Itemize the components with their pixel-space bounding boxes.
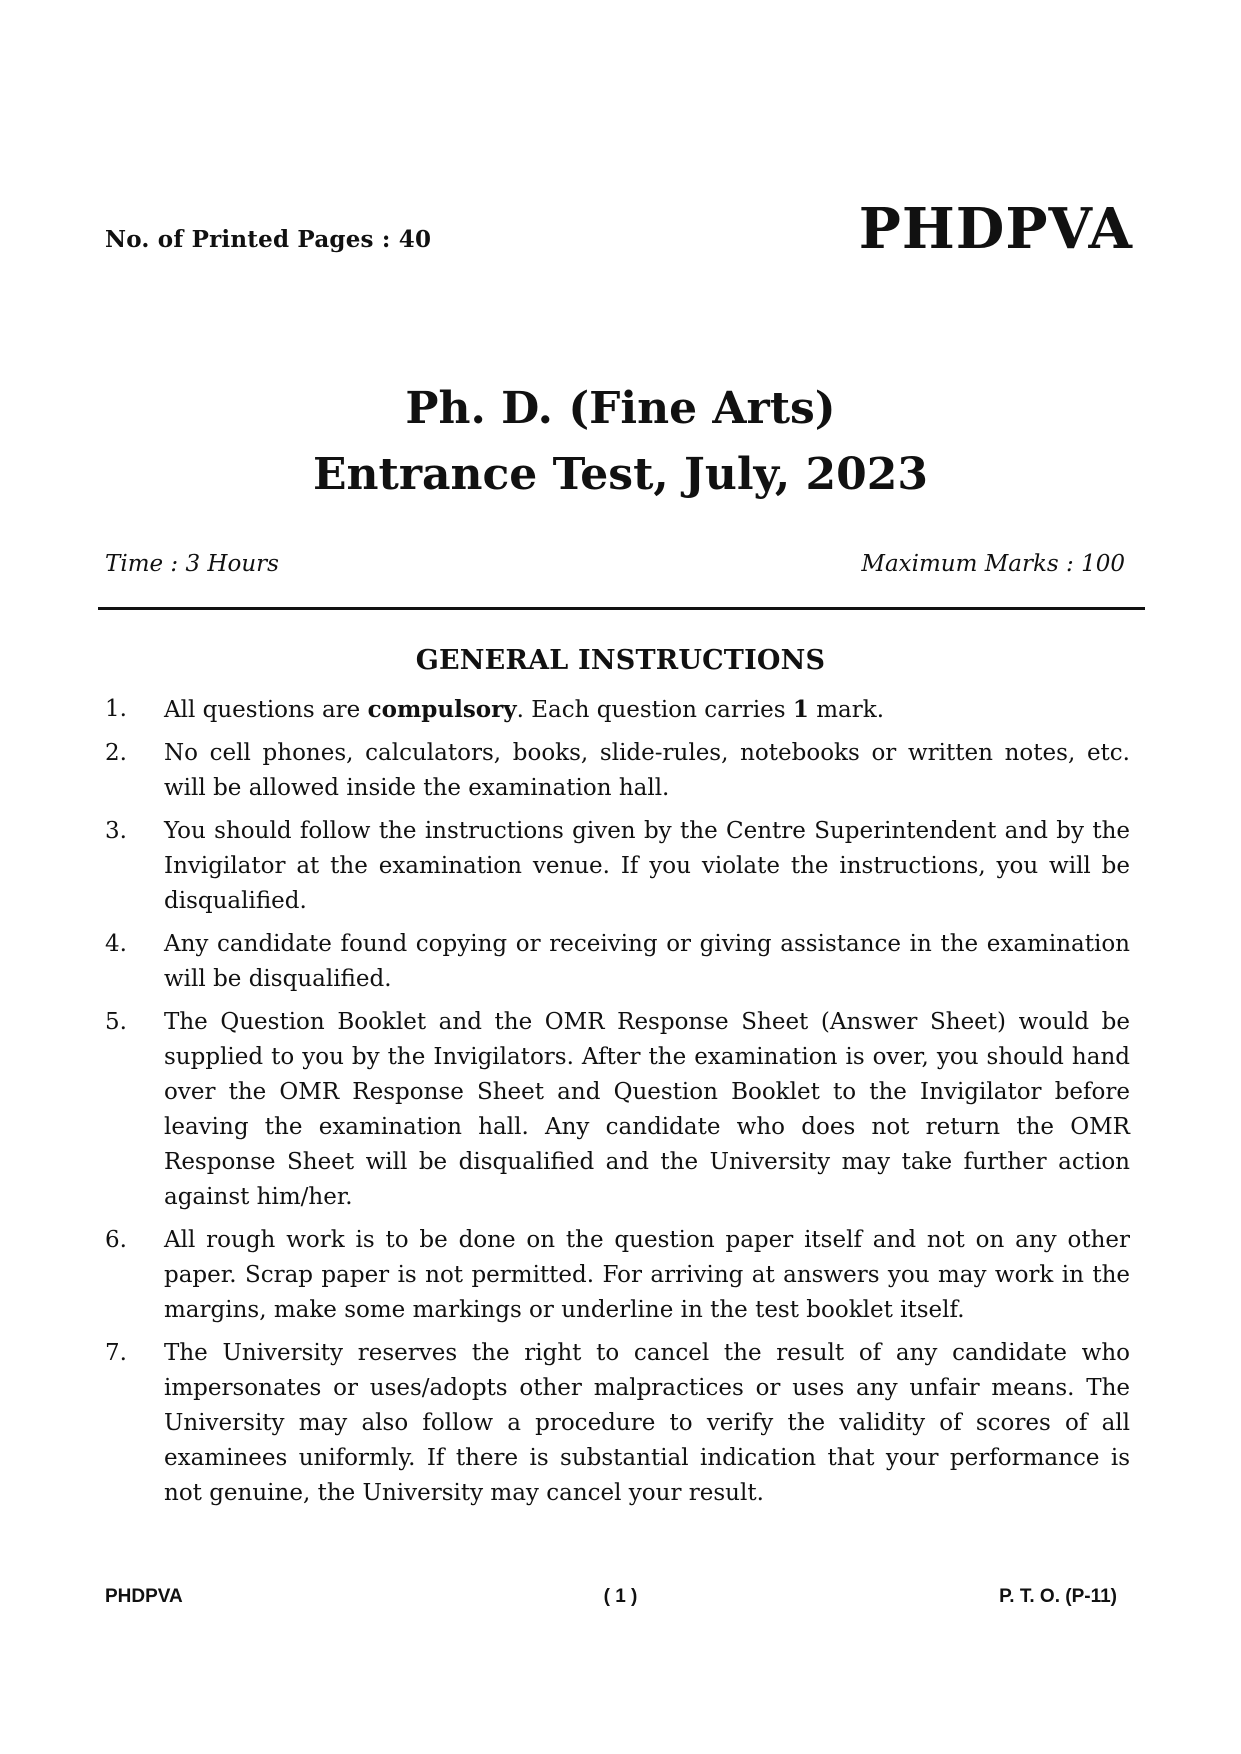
instruction-text-part: All questions are [164, 697, 368, 723]
instruction-bold-mark: 1 [792, 696, 809, 723]
instruction-bold-compulsory: compulsory [367, 696, 517, 723]
instruction-text: You should follow the instructions given by the Centre Superintendent and by the Invigilator at the examination venue. If you violate the instructions, you will be disqualified. [164, 818, 1130, 914]
instruction-item [105, 736, 1130, 806]
instruction-item [105, 1005, 1130, 1215]
instruction-text: All rough work is to be done on the question paper itself and not on any other paper. Scrap paper is not permitted. For arriving at answers you may work in the margins, make some markings or underline in the test booklet itself. [164, 1227, 1130, 1323]
instruction-text-part: . Each question carries [516, 697, 793, 723]
instruction-number: 2. [105, 740, 127, 766]
instruction-item [105, 1223, 1130, 1328]
instruction-number: 1. [105, 696, 127, 722]
instructions-list [105, 692, 1130, 1519]
instruction-item [105, 1336, 1130, 1511]
instruction-text [164, 692, 1130, 728]
instructions-heading: GENERAL INSTRUCTIONS [415, 645, 826, 676]
instruction-item [105, 692, 1130, 728]
divider-line [98, 607, 1145, 610]
instruction-item [105, 927, 1130, 997]
footer-pto: P. T. O. (P-11) [999, 1586, 1117, 1607]
instruction-text: Any candidate found copying or receiving or giving assistance in the examination will be disqualified. [164, 931, 1130, 992]
paper-code: PHDPVA [858, 196, 1133, 262]
instruction-number: 5. [105, 1009, 127, 1035]
exam-title-line-2: Entrance Test, July, 2023 [312, 449, 929, 500]
printed-pages-count: No. of Printed Pages : 40 [105, 226, 432, 253]
maximum-marks: Maximum Marks : 100 [861, 551, 1125, 577]
instruction-text: The Question Booklet and the OMR Response Sheet (Answer Sheet) would be supplied to you by the Invigilators. After the examination is over, you should hand over the OMR Response Sheet and Question Booklet to the Invigilator before leaving the examination hall. Any candidate who does not return the OMR Response Sheet will be disqualified and the University may take further action against him/her. [164, 1009, 1130, 1210]
exam-title-line-1: Ph. D. (Fine Arts) [405, 383, 836, 434]
instruction-number: 7. [105, 1340, 127, 1366]
instruction-number: 4. [105, 931, 127, 957]
instruction-text: The University reserves the right to cancel the result of any candidate who impersonates or uses/adopts other malpractices or uses any unfair means. The University may also follow a procedure to verify the validity of scores of all examinees uniformly. If there is substantial indication that your performance is not genuine, the University may cancel your result. [164, 1340, 1130, 1506]
footer-paper-code: PHDPVA [105, 1586, 183, 1607]
instruction-number: 6. [105, 1227, 127, 1253]
time-allowed: Time : 3 Hours [105, 551, 279, 577]
instruction-number: 3. [105, 818, 127, 844]
instruction-text-part: mark. [808, 697, 885, 723]
instruction-text: No cell phones, calculators, books, slide-rules, notebooks or written notes, etc. will be allowed inside the examination hall. [164, 740, 1130, 801]
instruction-item [105, 814, 1130, 919]
exam-title [0, 376, 1241, 508]
footer-page-number: ( 1 ) [603, 1586, 638, 1607]
